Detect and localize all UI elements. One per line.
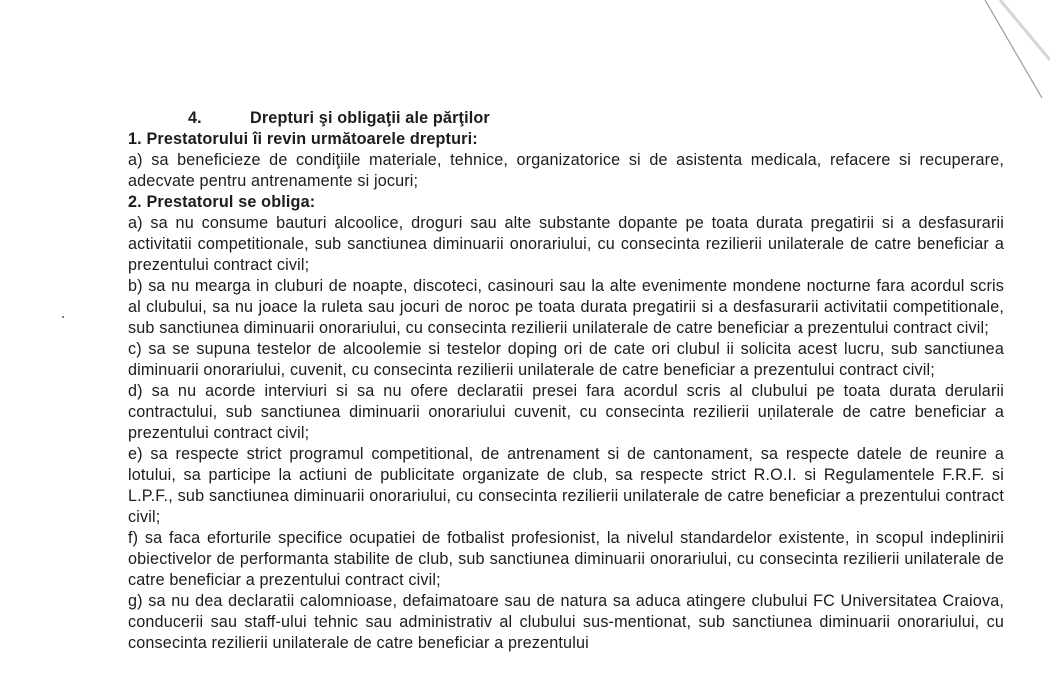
rights-heading: 1. Prestatorului îi revin următoarele drepturi: (128, 130, 478, 148)
obligation-item-b: b) sa nu mearga in cluburi de noapte, discoteci, casinouri sau la alte evenimente mondene nocturne fara acordul scris al clubului, sa nu joace la ruleta sau jocuri de noroc pe toata durata pregatirii si a desfasurarii activitatii competitionale, sub sanctiunea diminuarii onorariului, cu consecinta rezilierii unilaterale de catre beneficiar a prezentului contract civil; (128, 277, 1004, 337)
rights-item-a: a) sa beneficieze de condiţiile materiale, tehnice, organizatorice si de asistenta medicala, refacere si recuperare, adecvate pentru antrenamente si jocuri; (128, 151, 1004, 190)
obligation-item-e: e) sa respecte strict programul competitional, de antrenament si de cantonament, sa respecte datele de reunire a lotului, sa participe la actiuni de publicitate organizate de club, sa respecte strict R.O.I. si Regulamentele F.R.F. si L.P.F., sub sanctiunea diminuarii onorariului, cu consecinta rezilierii unilaterale de catre beneficiar a prezentului contract civil; (128, 445, 1004, 526)
section-title: Drepturi şi obligaţii ale părţilor (250, 109, 490, 127)
obligation-item-c: c) sa se supuna testelor de alcoolemie si testelor doping ori de cate ori clubul ii solicita acest lucru, sub sanctiunea diminuarii onorariului, cuvenit, cu consecinta rezilierii unilaterale de catre beneficiar a prezentului contract civil; (128, 340, 1004, 379)
document-page (128, 108, 1004, 654)
obligation-item-f: f) sa faca eforturile specifice ocupatiei de fotbalist profesionist, la nivelul standardelor existente, in scopul indeplinirii obiectivelor de performanta stabilite de club, sub sanctiunea diminuarii onorariului, cu consecinta rezilierii unilaterale de catre beneficiar a prezentului contract civil; (128, 529, 1004, 589)
section-heading (128, 108, 1004, 129)
obligation-item-g: g) sa nu dea declaratii calomnioase, defaimatoare sau de natura sa aduca atingere clubului FC Universitatea Craiova, conducerii sau staff-ului tehnic sau administrativ al clubului sus-mentionat, sub sanctiunea diminuarii onorariului, cu consecinta rezilierii unilaterale de catre beneficiar a prezentului (128, 592, 1004, 652)
obligation-item-a: a) sa nu consume bauturi alcoolice, droguri sau alte substante dopante pe toata durata pregatirii si a desfasurarii activitatii competitionale, sub sanctiunea diminuarii onorariului, cu consecinta rezilierii unilaterale de catre beneficiar a prezentului contract civil; (128, 214, 1004, 274)
scan-speck (62, 316, 64, 318)
section-number: 4. (188, 109, 202, 127)
obligation-item-d: d) sa nu acorde interviuri si sa nu ofere declaratii presei fara acordul scris al clubului pe toata durata derularii contractului, sub sanctiunea diminuarii onorariului cuvenit, cu consecinta rezilierii unilaterale de catre beneficiar a prezentului contract civil; (128, 382, 1004, 442)
obligations-heading: 2. Prestatorul se obliga: (128, 193, 316, 211)
